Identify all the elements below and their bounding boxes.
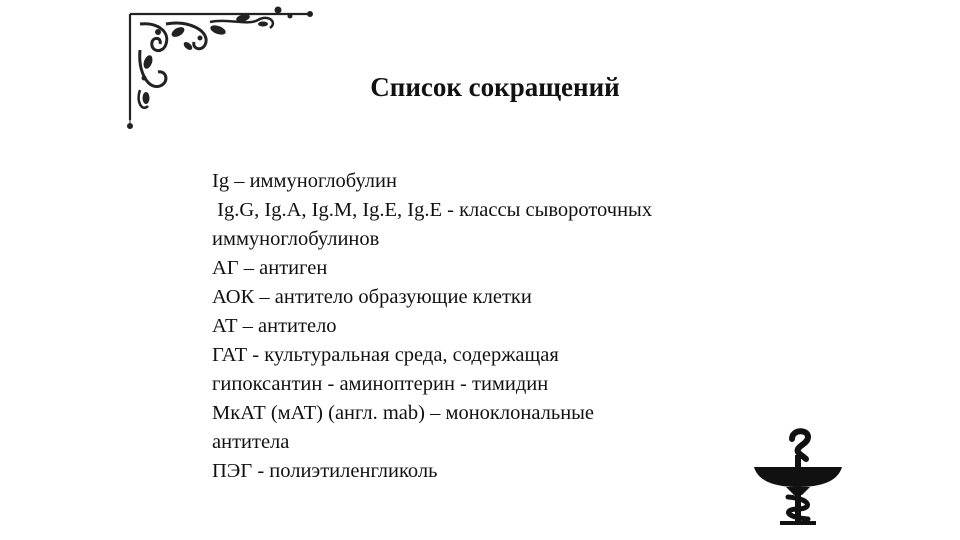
list-item: иммуноглобулинов bbox=[212, 228, 380, 250]
list-item: АТ – антитело bbox=[212, 315, 337, 337]
slide-title: Список сокращений bbox=[370, 72, 620, 102]
list-item: ПЭГ - полиэтиленгликоль bbox=[212, 460, 438, 482]
bowl-of-hygieia-icon bbox=[752, 425, 844, 527]
list-item: АГ – антиген bbox=[212, 257, 328, 279]
list-item: Ig – иммуноглобулин bbox=[212, 170, 397, 192]
abbreviation-list bbox=[212, 167, 772, 486]
list-item: антитела bbox=[212, 431, 290, 453]
list-item: гипоксантин - аминоптерин - тимидин bbox=[212, 373, 549, 395]
list-item: АОК – антитело образующие клетки bbox=[212, 286, 532, 308]
list-item: Ig.G, Ig.A, Ig.M, Ig.E, Ig.E - классы сывороточных bbox=[212, 199, 653, 221]
floral-corner-ornament bbox=[118, 2, 318, 132]
list-item: ГАТ - культуральная среда, содержащая bbox=[212, 344, 559, 366]
list-item: МкАТ (мАТ) (англ. mab) – моноклональные bbox=[212, 402, 595, 424]
